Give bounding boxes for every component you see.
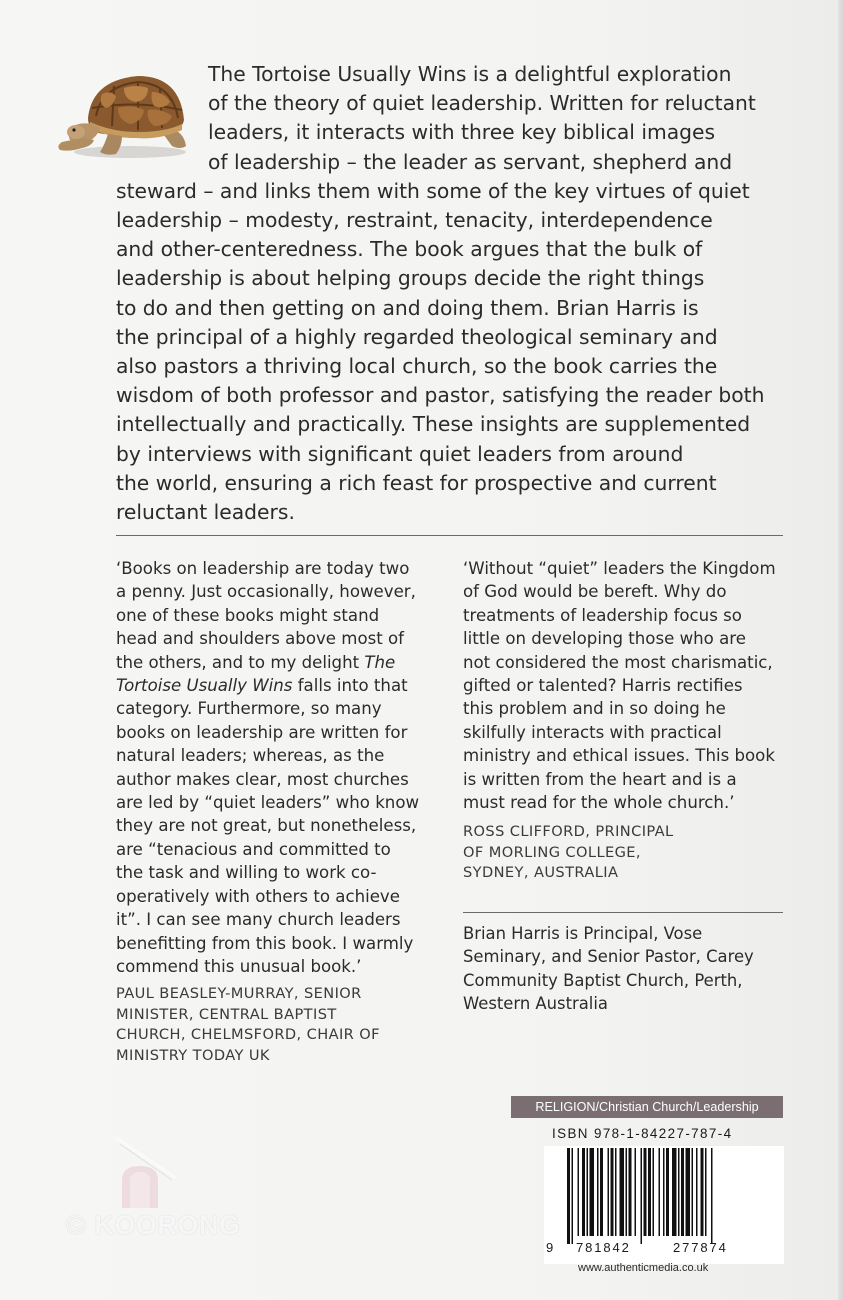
quote-line: commend this unusual book.’ bbox=[116, 956, 362, 976]
endorsement-quote-left bbox=[116, 557, 446, 978]
endorsement-quote-right bbox=[463, 557, 793, 814]
barcode-bar bbox=[692, 1148, 694, 1236]
barcode-bar bbox=[701, 1148, 704, 1236]
quote-line: not considered the most charismatic, bbox=[463, 652, 773, 672]
blurb-line: steward – and links them with some of the key virtues of quiet bbox=[116, 178, 750, 203]
bio-line: Western Australia bbox=[463, 994, 608, 1014]
quote-line: head and shoulders above most of bbox=[116, 629, 405, 649]
blurb-line: reluctant leaders. bbox=[116, 500, 295, 525]
quote-line: ministry and ethical issues. This book bbox=[463, 746, 775, 766]
book-title-italic: The bbox=[364, 652, 396, 672]
quote-fragment: falls into that bbox=[292, 676, 408, 696]
quote-line: is written from the heart and is a bbox=[463, 769, 737, 789]
bio-line: Brian Harris is Principal, Vose bbox=[463, 924, 703, 943]
blurb-line: leaders, it interacts with three key biblical images bbox=[208, 120, 716, 145]
barcode-bar bbox=[686, 1148, 691, 1236]
quote-line: they are not great, but nonetheless, bbox=[116, 816, 417, 836]
attribution-line: MINISTRY TODAY UK bbox=[116, 1046, 270, 1064]
category-band: RELIGION/Christian Church/Leadership bbox=[511, 1096, 783, 1118]
blurb-line: to do and then getting on and doing them. Brian Harris is bbox=[116, 295, 699, 320]
quote-line-mixed bbox=[116, 674, 446, 697]
barcode-bar bbox=[611, 1148, 614, 1236]
barcode-left-group: 781842 bbox=[576, 1240, 631, 1255]
quote-line: author makes clear, most churches bbox=[116, 769, 409, 789]
barcode-bar bbox=[672, 1148, 677, 1236]
quote-line: benefitting from this book. I warmly bbox=[116, 933, 414, 953]
quote-line: must read for the whole church.’ bbox=[463, 793, 735, 813]
barcode-bar bbox=[600, 1148, 603, 1236]
barcode-bar bbox=[666, 1148, 669, 1236]
barcode-bar bbox=[615, 1148, 617, 1236]
barcode-bar bbox=[582, 1148, 585, 1236]
barcode-bar bbox=[597, 1148, 599, 1236]
attribution-line: ROSS CLIFFORD, PRINCIPAL bbox=[463, 823, 674, 840]
quote-line: natural leaders; whereas, as the bbox=[116, 746, 385, 766]
barcode-bar bbox=[678, 1148, 680, 1236]
blurb-line: by interviews with significant quiet leaders from around bbox=[116, 441, 684, 466]
quote-line: the task and willing to work co- bbox=[116, 863, 377, 883]
cover-edge bbox=[838, 0, 844, 1300]
watermark-text: © KOORONG bbox=[66, 1210, 241, 1240]
barcode-bar bbox=[659, 1148, 661, 1236]
barcode-bar bbox=[705, 1148, 707, 1236]
barcode-bar bbox=[629, 1148, 632, 1236]
blurb-line: leadership is about helping groups decide the right things bbox=[116, 266, 705, 291]
quote-line: ‘Books on leadership are today two bbox=[116, 559, 410, 578]
barcode-bar bbox=[578, 1148, 580, 1236]
barcode-bar bbox=[663, 1148, 665, 1236]
blurb-line: intellectually and practically. These insights are supplemented bbox=[116, 412, 751, 437]
quote-line: of God would be bereft. Why do bbox=[463, 582, 727, 602]
blurb-line: the world, ensuring a rich feast for prospective and current bbox=[116, 470, 717, 495]
barcode-bar bbox=[644, 1148, 647, 1236]
quote-line: little on developing those who are bbox=[463, 629, 746, 649]
quote-line: skilfully interacts with practical bbox=[463, 722, 722, 742]
barcode-bar bbox=[635, 1148, 637, 1236]
barcode-bar bbox=[590, 1148, 595, 1236]
quote-line: treatments of leadership focus so bbox=[463, 605, 742, 625]
barcode-right-group: 277874 bbox=[673, 1240, 728, 1255]
barcode-bar bbox=[681, 1148, 684, 1236]
attribution-line: CHURCH, CHELMSFORD, CHAIR OF bbox=[116, 1026, 380, 1044]
barcode-bar bbox=[567, 1148, 570, 1244]
attribution-right bbox=[463, 822, 674, 884]
quote-fragment: the others, and to my delight bbox=[116, 652, 365, 672]
quote-line: books on leadership are written for bbox=[116, 722, 408, 742]
attribution-line: PAUL BEASLEY-MURRAY, SENIOR bbox=[116, 985, 362, 1002]
blurb-line: of leadership – the leader as servant, shepherd and bbox=[208, 149, 733, 174]
bio-line: Seminary, and Senior Pastor, Carey bbox=[463, 947, 754, 967]
quote-line: one of these books might stand bbox=[116, 605, 380, 625]
barcode-bar bbox=[587, 1148, 589, 1236]
quote-line: are led by “quiet leaders” who know bbox=[116, 793, 420, 813]
barcode-bar bbox=[696, 1148, 698, 1236]
quote-line: a penny. Just occasionally, however, bbox=[116, 582, 416, 602]
attribution-line: MINISTER, CENTRAL BAPTIST bbox=[116, 1005, 337, 1023]
barcode-first-digit: 9 bbox=[546, 1240, 554, 1255]
blurb-line: and other-centeredness. The book argues that the bulk of bbox=[116, 237, 703, 262]
quote-line: this problem and in so doing he bbox=[463, 699, 726, 719]
section-divider bbox=[116, 535, 783, 536]
quote-line: gifted or talented? Harris rectifies bbox=[463, 676, 743, 696]
barcode-bar bbox=[620, 1148, 625, 1236]
quote-line: are “tenacious and committed to bbox=[116, 839, 391, 859]
book-title-italic: Tortoise Usually Wins bbox=[116, 676, 293, 696]
description-blurb bbox=[116, 60, 796, 527]
author-bio bbox=[463, 922, 754, 1016]
blurb-line: wisdom of both professor and pastor, satisfying the reader both bbox=[116, 383, 765, 408]
attribution-line: SYDNEY, AUSTRALIA bbox=[463, 864, 619, 882]
barcode-bar bbox=[648, 1148, 651, 1236]
barcode-bar bbox=[626, 1148, 628, 1236]
barcode-bar bbox=[641, 1148, 643, 1244]
blurb-line: of the theory of quiet leadership. Written for reluctant bbox=[208, 91, 756, 116]
attribution-left bbox=[116, 984, 380, 1066]
quote-line: ‘Without “quiet” leaders the Kingdom bbox=[463, 559, 776, 578]
barcode-bar bbox=[608, 1148, 610, 1236]
blurb-line: The Tortoise Usually Wins is a delightful exploration bbox=[208, 62, 732, 86]
barcode-bar bbox=[572, 1148, 574, 1244]
barcode-bar bbox=[711, 1148, 713, 1244]
isbn-label: ISBN 978-1-84227-787-4 bbox=[552, 1126, 733, 1141]
publisher-website: www.authenticmedia.co.uk bbox=[578, 1262, 709, 1274]
blurb-line: the principal of a highly regarded theological seminary and bbox=[116, 324, 718, 349]
quote-line: it”. I can see many church leaders bbox=[116, 910, 401, 930]
barcode-bar bbox=[653, 1148, 655, 1236]
barcode-icon bbox=[567, 1148, 777, 1244]
quote-line-mixed bbox=[116, 651, 446, 674]
quote-line: category. Furthermore, so many bbox=[116, 699, 382, 719]
blurb-line: leadership – modesty, restraint, tenacity, interdependence bbox=[116, 208, 713, 233]
bio-line: Community Baptist Church, Perth, bbox=[463, 970, 743, 990]
quote-line: operatively with others to achieve bbox=[116, 886, 400, 906]
bio-divider bbox=[463, 912, 783, 913]
blurb-line: also pastors a thriving local church, so the book carries the bbox=[116, 354, 718, 379]
attribution-line: OF MORLING COLLEGE, bbox=[463, 843, 641, 861]
